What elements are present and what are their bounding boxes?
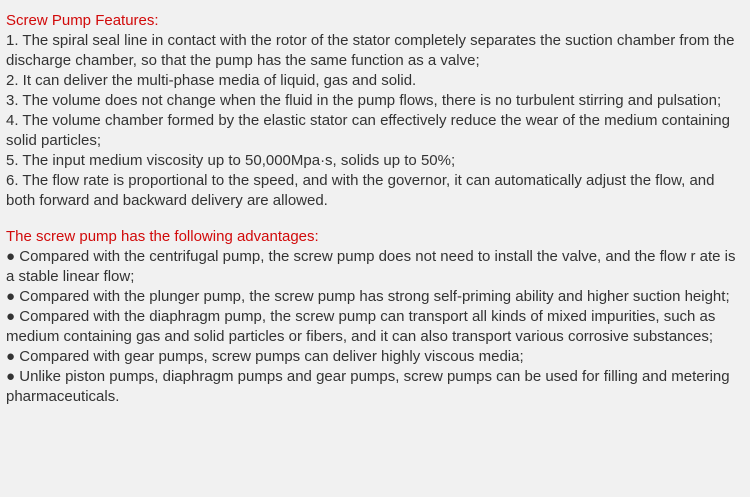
advantages-heading: The screw pump has the following advantages: bbox=[6, 228, 319, 245]
advantage-item-3 bbox=[6, 307, 746, 347]
feature-item-2: 2. It can deliver the multi-phase media of liquid, gas and solid. bbox=[6, 72, 417, 89]
feature-item-5: 5. The input medium viscosity up to 50,000Mpa·s, solids up to 50%; bbox=[6, 152, 456, 169]
description-content bbox=[6, 11, 746, 407]
advantage-item-4 bbox=[6, 347, 746, 367]
bullet-icon: ● bbox=[6, 368, 16, 385]
bullet-icon: ● bbox=[6, 248, 16, 265]
advantage-item-2 bbox=[6, 287, 746, 307]
features-heading: Screw Pump Features: bbox=[6, 12, 159, 29]
feature-item-4: 4. The volume chamber formed by the elastic stator can effectively reduce the wear of the medium containing solid particles; bbox=[6, 112, 730, 149]
feature-item-3: 3. The volume does not change when the fluid in the pump flows, there is no turbulent stirring and pulsation; bbox=[6, 92, 722, 109]
feature-item-1: 1. The spiral seal line in contact with the rotor of the stator completely separates the suction chamber from the discharge chamber, so that the pump has the same function as a valve; bbox=[6, 32, 735, 69]
advantage-text-3: Compared with the diaphragm pump, the screw pump can transport all kinds of mixed impurities, such as medium containing gas and solid particles or fibers, and it can also transport various corrosive substances; bbox=[6, 308, 716, 345]
section-divider bbox=[6, 211, 746, 227]
advantage-text-2: Compared with the plunger pump, the screw pump has strong self-priming ability and higher suction height; bbox=[19, 288, 730, 305]
bullet-icon: ● bbox=[6, 288, 16, 305]
bullet-icon: ● bbox=[6, 348, 16, 365]
advantage-item-1 bbox=[6, 247, 746, 287]
advantage-text-1: Compared with the centrifugal pump, the screw pump does not need to install the valve, and the flow r ate is a stable linear flow; bbox=[6, 248, 736, 285]
advantage-item-5 bbox=[6, 367, 746, 407]
advantage-text-4: Compared with gear pumps, screw pumps can deliver highly viscous media; bbox=[19, 348, 524, 365]
feature-item-6: 6. The flow rate is proportional to the speed, and with the governor, it can automatically adjust the flow, and both forward and backward delivery are allowed. bbox=[6, 172, 715, 209]
bullet-icon: ● bbox=[6, 308, 16, 325]
advantage-text-5: Unlike piston pumps, diaphragm pumps and gear pumps, screw pumps can be used for filling and metering pharmaceuticals. bbox=[6, 368, 730, 405]
